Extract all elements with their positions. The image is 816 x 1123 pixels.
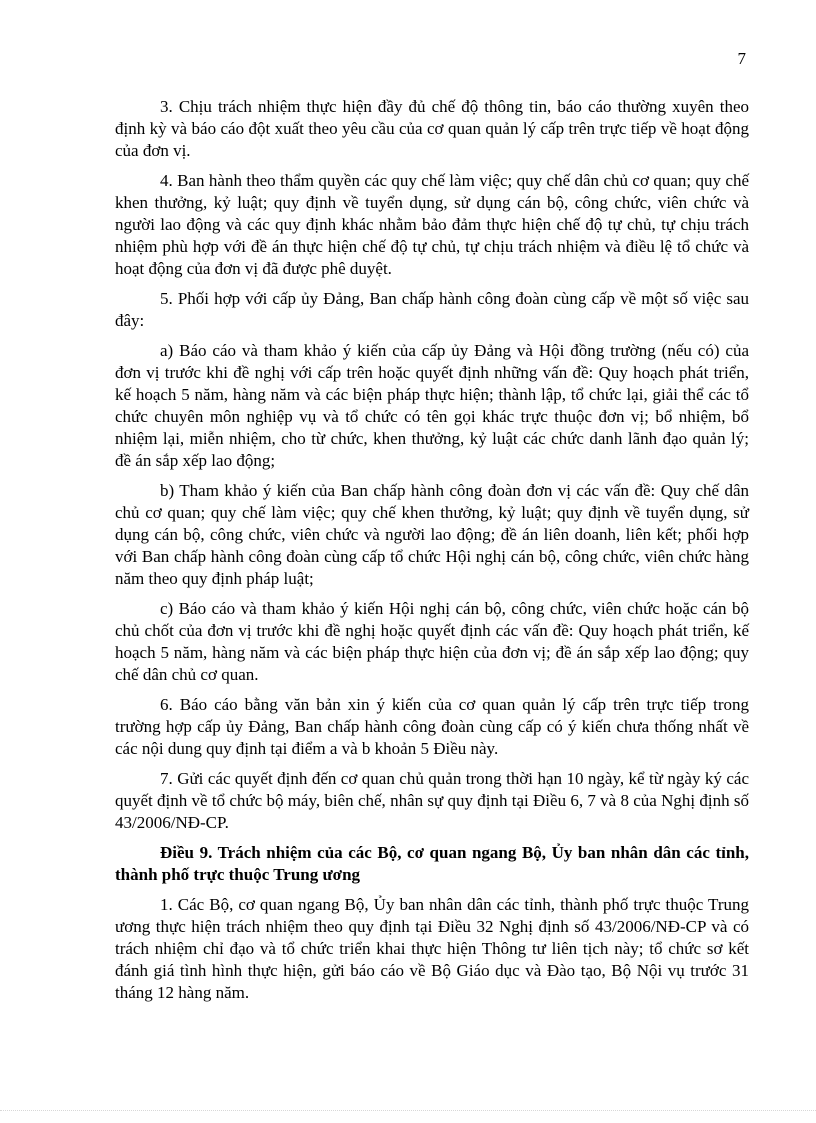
paragraph-subitem-a: a) Báo cáo và tham khảo ý kiến của cấp ủy Đảng và Hội đồng trường (nếu có) của đơn vị trước khi đề nghị với cấp trên hoặc quyết định những vấn đề: Quy hoạch phát triển, kế hoạch 5 năm, hàng năm và các biện pháp thực hiện; thành lập, tổ chức lại, giải thể các tổ chức chuyên môn nghiệp vụ và tổ chức có tên gọi khác trực thuộc đơn vị; bổ nhiệm, bổ nhiệm lại, miễn nhiệm, cho từ chức, khen thưởng, kỷ luật các chức danh lãnh đạo quản lý; đề án sắp xếp lao động; [115, 341, 749, 470]
paragraph-article-9-item-1: 1. Các Bộ, cơ quan ngang Bộ, Ủy ban nhân dân các tỉnh, thành phố trực thuộc Trung ương thực hiện trách nhiệm theo quy định tại Điều 32 Nghị định số 43/2006/NĐ-CP và có trách nhiệm chỉ đạo và tổ chức triển khai thực hiện Thông tư liên tịch này; tổ chức sơ kết đánh giá tình hình thực hiện, gửi báo cáo về Bộ Giáo dục và Đào tạo, Bộ Nội vụ trước 31 tháng 12 hàng năm. [115, 895, 749, 1002]
paragraph-subitem-b: b) Tham khảo ý kiến của Ban chấp hành công đoàn đơn vị các vấn đề: Quy chế dân chủ cơ quan; quy chế làm việc; quy chế khen thưởng, kỷ luật; quy định về tuyển dụng, sử dụng cán bộ, công chức, viên chức và người lao động; đề án liên doanh, liên kết; phối hợp với Ban chấp hành công đoàn cùng cấp tổ chức Hội nghị cán bộ, công chức, viên chức hàng năm theo quy định pháp luật; [115, 481, 749, 588]
paragraph-item-6: 6. Báo cáo bằng văn bản xin ý kiến của cơ quan quản lý cấp trên trực tiếp trong trường hợp cấp ủy Đảng, Ban chấp hành công đoàn cùng cấp có ý kiến chưa thống nhất về các nội dung quy định tại điểm a và b khoản 5 Điều này. [115, 695, 749, 758]
paragraph-item-7: 7. Gửi các quyết định đến cơ quan chủ quản trong thời hạn 10 ngày, kể từ ngày ký các quyết định về tổ chức bộ máy, biên chế, nhân sự quy định tại Điều 6, 7 và 8 của Nghị định số 43/2006/NĐ-CP. [115, 769, 749, 832]
paragraph-item-5: 5. Phối hợp với cấp ủy Đảng, Ban chấp hành công đoàn cùng cấp về một số việc sau đây: [115, 289, 749, 330]
page-number: 7 [737, 49, 746, 68]
paragraph-item-3: 3. Chịu trách nhiệm thực hiện đầy đủ chế độ thông tin, báo cáo thường xuyên theo định kỳ và báo cáo đột xuất theo yêu cầu của cơ quan quản lý cấp trên trực tiếp về hoạt động của đơn vị. [115, 97, 749, 160]
document-body [115, 96, 749, 1012]
paragraph-subitem-c: c) Báo cáo và tham khảo ý kiến Hội nghị cán bộ, công chức, viên chức hoặc cán bộ chủ chốt của đơn vị trước khi đề nghị hoặc quyết định các vấn đề: Quy hoạch phát triển, kế hoạch 5 năm, hàng năm và các biện pháp thực hiện của đơn vị; đề án sắp xếp lao động; quy chế dân chủ cơ quan. [115, 599, 749, 684]
page-bottom-divider [0, 1110, 816, 1111]
paragraph-item-4: 4. Ban hành theo thẩm quyền các quy chế làm việc; quy chế dân chủ cơ quan; quy chế khen thưởng, kỷ luật; quy định về tuyển dụng, sử dụng cán bộ, công chức, viên chức và người lao động và các quy định khác nhằm bảo đảm thực hiện chế độ tự chủ, tự chịu trách nhiệm phù hợp với đề án thực hiện chế độ tự chủ, tự chịu trách nhiệm và điều lệ tổ chức và hoạt động của đơn vị đã được phê duyệt. [115, 171, 749, 278]
article-heading: Điều 9. Trách nhiệm của các Bộ, cơ quan ngang Bộ, Ủy ban nhân dân các tỉnh, thành phố trực thuộc Trung ương [115, 843, 749, 884]
